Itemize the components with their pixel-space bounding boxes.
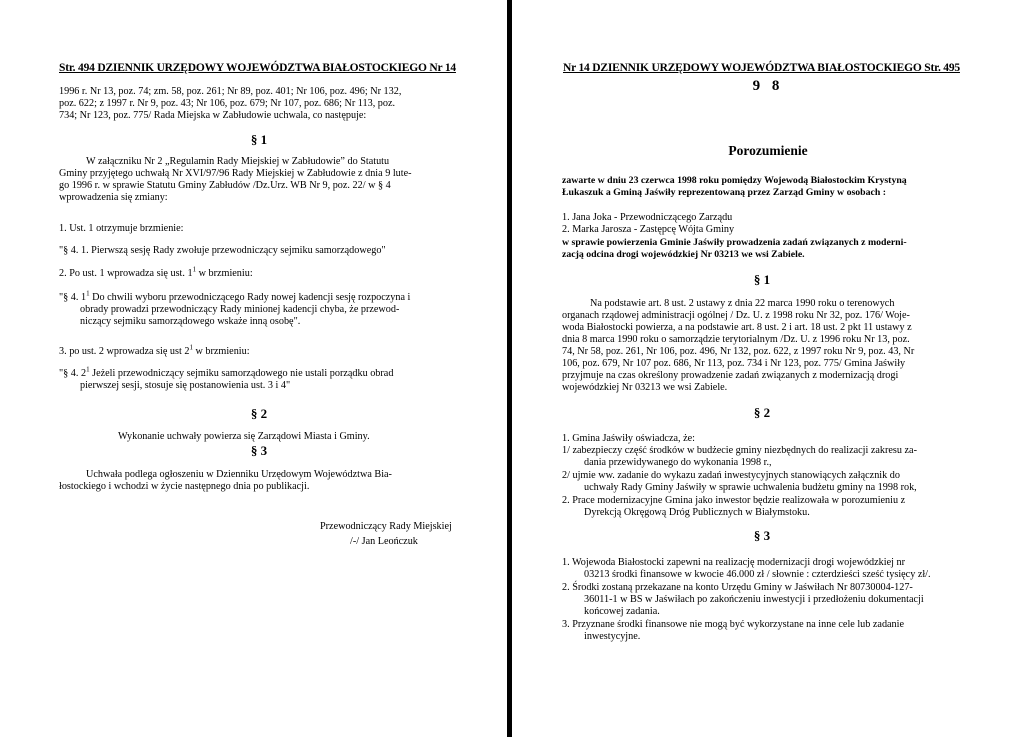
matter-line: w sprawie powierzenia Gminie Jaświły prowadzenia zadań związanych z moderni- <box>562 237 907 248</box>
paragraph-line: 106, poz. 679, Nr 107 poz. 686, Nr 113, poz. 734 i Nr 123, poz. 775/ Gmina Jaświły <box>562 358 906 369</box>
paragraph-line: 1/ zabezpieczy część środków w budżecie gminy niezbędnych do realizacji zakresu za- <box>562 445 917 456</box>
paragraph-line: 2. Prace modernizacyjne Gmina jako inwestor będzie realizowała w porozumieniu z <box>562 495 906 506</box>
quote-text: Do chwili wyboru przewodniczącego Rady nowej kadencji sesję rozpoczyna i <box>89 292 411 303</box>
quote-line <box>59 289 411 304</box>
document-number: 9 8 <box>752 78 784 94</box>
quote-text: "§ 4. 1 <box>59 292 87 303</box>
quote-line: pierwszej sesji, stosuje się postanowienia ust. 3 i 4" <box>80 380 291 391</box>
paragraph-line: Gminy przyjętego uchwałą Nr XVI/97/96 Rady Miejskiej w Zabłudowie z dnia 9 lute- <box>59 168 412 179</box>
paragraph-line: 3. Przyznane środki finansowe nie mogą być wykorzystane na inne cele lub zadanie <box>562 619 905 630</box>
top-strip <box>512 0 1024 5</box>
quote-line: "§ 4. 1. Pierwszą sesję Rady zwołuje przewodniczący sejmiku samorządowego" <box>59 245 386 256</box>
paragraph-line: dania przewidywanego do wykonania 1998 r., <box>584 457 772 468</box>
paragraph-line: uchwały Rady Gminy Jaświły w sprawie uchwalenia budżetu gminy na 1998 rok, <box>584 482 917 493</box>
paragraph-line: wprowadzenia się zmiany: <box>59 192 168 203</box>
list-text: 2. Po ust. 1 wprowadza się ust. 1 <box>59 268 193 279</box>
paragraph-line: dnia 8 marca 1990 roku o samorządzie terytorialnym /Dz. U. z 1996 roku Nr 13, poz. <box>562 334 910 345</box>
superscript: 1 <box>86 289 90 298</box>
top-strip <box>0 0 507 5</box>
paragraph-line: 2/ ujmie ww. zadanie do wykazu zadań inwestycyjnych stanowiących załącznik do <box>562 470 900 481</box>
list-text: w brzmieniu: <box>192 346 250 357</box>
matter-line: zacją odcina drogi wojewódzkiej Nr 03213 we wsi Zabiele. <box>562 249 805 260</box>
section-1-heading: § 1 <box>753 272 771 287</box>
list-text: 3. po ust. 2 wprowadza się ust 2 <box>59 346 190 357</box>
intro-line: 1996 r. Nr 13, poz. 74; zm. 58, poz. 261; Nr 89, poz. 401; Nr 106, poz. 496; Nr 132, <box>59 86 402 97</box>
paragraph-line: Dyrekcją Okręgową Dróg Publicznych w Białymstoku. <box>584 507 810 518</box>
paragraph-line: 74, Nr 58, poz. 261, Nr 106, poz. 496, Nr 132, poz. 622, z 1997 roku Nr 9, poz. 43, Nr <box>562 346 915 357</box>
right-page <box>512 0 1024 737</box>
section-2-heading: § 2 <box>753 405 771 420</box>
document-title: Porozumienie <box>728 143 808 158</box>
superscript: 1 <box>86 365 90 374</box>
signature-name: /-/ Jan Leończuk <box>350 536 418 547</box>
list-item <box>59 265 253 280</box>
paragraph-line: przyjmuje na czas określony prowadzenie zadań związanych z modernizacją drogi <box>562 370 899 381</box>
section-3-heading: § 3 <box>753 528 771 543</box>
list-item <box>59 343 250 358</box>
paragraph-line: 1. Gmina Jaświły oświadcza, że: <box>562 433 695 444</box>
paragraph-line: inwestycyjne. <box>584 631 641 642</box>
intro-line: 734; Nr 123, poz. 775/ Rada Miejska w Zabłudowie uchwala, co następuje: <box>59 110 367 121</box>
lead-line: zawarte w dniu 23 czerwca 1998 roku pomiędzy Wojewodą Białostockim Krystyną <box>562 175 907 186</box>
left-page-header: Str. 494 DZIENNIK URZĘDOWY WOJEWÓDZTWA BIAŁOSTOCKIEGO Nr 14 <box>59 62 456 74</box>
right-page-header: Nr 14 DZIENNIK URZĘDOWY WOJEWÓDZTWA BIAŁOSTOCKIEGO Str. 495 <box>563 62 960 74</box>
paragraph-line: woda Białostocki powierza, a na podstawie art. 8 ust. 2 i art. 18 ust. 2 pkt 11 ustawy z <box>562 322 912 333</box>
paragraph-line: 36011-1 w BS w Jaświłach po zakończeniu inwestycji i przedłożeniu dokumentacji <box>584 594 924 605</box>
paragraph-line: łostockiego i wchodzi w życie następnego dnia po publikacji. <box>59 481 310 492</box>
paragraph-line: 2. Środki zostaną przekazane na konto Urzędu Gminy w Jaświłach Nr 80730004-127- <box>562 582 913 593</box>
paragraph-line: Wykonanie uchwały powierza się Zarządowi Miasta i Gminy. <box>118 431 370 442</box>
quote-text: "§ 4. 2 <box>59 368 87 379</box>
paragraph-line: Na podstawie art. 8 ust. 2 ustawy z dnia 22 marca 1990 roku o terenowych <box>590 298 895 309</box>
quote-text: Jeżeli przewodniczący sejmiku samorządowego nie ustali porządku obrad <box>89 368 394 379</box>
intro-line: poz. 622; z 1997 r. Nr 9, poz. 43; Nr 106, poz. 679; Nr 107, poz. 686; Nr 113, poz. <box>59 98 396 109</box>
paragraph-line: 1. Wojewoda Białostocki zapewni na realizację modernizacji drogi wojewódzkiej nr <box>562 557 905 568</box>
paragraph-line: organach rządowej administracji ogólnej / Dz. U. z 1998 roku Nr 32, poz. 176/ Woje- <box>562 310 910 321</box>
quote-line: niczący sejmiku samorządowego wskaże inną osobę". <box>80 316 301 327</box>
signature-role: Przewodniczący Rady Miejskiej <box>320 521 452 532</box>
paragraph-line: wojewódzkiej Nr 03213 we wsi Zabiele. <box>562 382 728 393</box>
paragraph-line: 03213 środki finansowe w kwocie 46.000 zł / słownie : czterdzieści sześć tysięcy zł/. <box>584 569 931 580</box>
section-2-heading: § 2 <box>250 406 268 421</box>
superscript: 1 <box>189 343 193 352</box>
party-line: 2. Marka Jarosza - Zastępcę Wójta Gminy <box>562 224 735 235</box>
list-text: w brzmieniu: <box>196 268 253 279</box>
quote-line: obrady prowadzi przewodniczący Rady minionej kadencji chyba, że przewod- <box>80 304 400 315</box>
superscript: 1 <box>192 265 197 274</box>
section-1-heading: § 1 <box>250 132 268 147</box>
paragraph-line: W załączniku Nr 2 „Regulamin Rady Miejskiej w Zabłudowie” do Statutu <box>86 156 390 167</box>
left-page <box>0 0 507 737</box>
paragraph-line: Uchwała podlega ogłoszeniu w Dzienniku Urzędowym Województwa Bia- <box>86 469 392 480</box>
section-3-heading: § 3 <box>250 443 268 458</box>
lead-line: Łukaszuk a Gminą Jaświły reprezentowaną przez Zarząd Gminy w osobach : <box>562 187 887 198</box>
quote-line <box>59 365 394 380</box>
party-line: 1. Jana Joka - Przewodniczącego Zarządu <box>562 212 733 223</box>
paragraph-line: go 1996 r. w sprawie Statutu Gminy Zabłudów /Dz.Urz. WB Nr 9, poz. 22/ w § 4 <box>59 180 391 191</box>
paragraph-line: końcowej zadania. <box>584 606 660 617</box>
list-item: 1. Ust. 1 otrzymuje brzmienie: <box>59 223 184 234</box>
